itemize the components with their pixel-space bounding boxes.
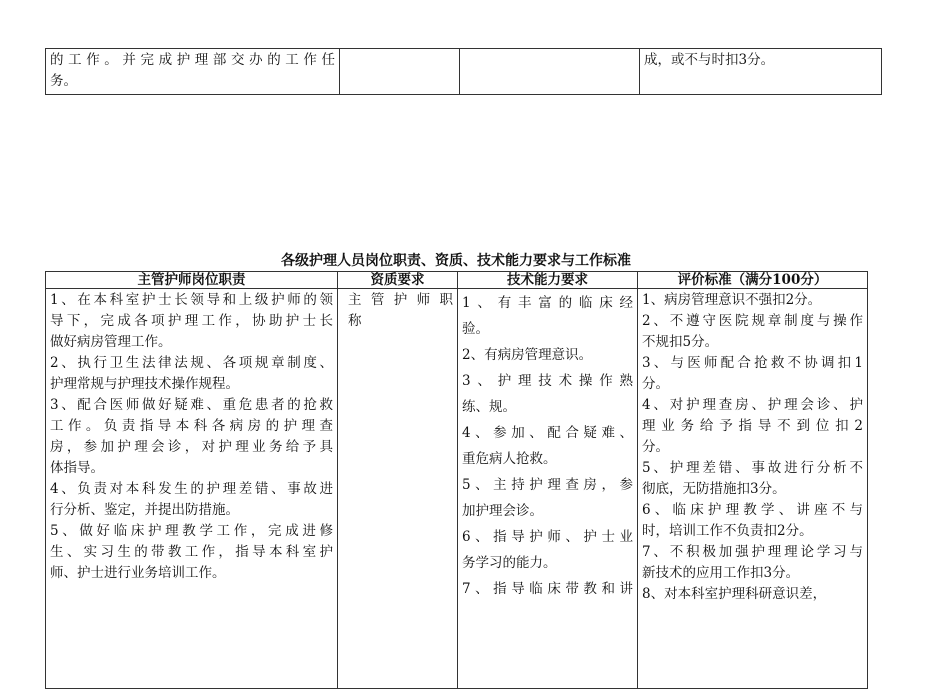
prev-duties-line-2: 务。 [50,73,77,89]
prev-duties-cell [46,49,340,95]
qualification-line: 称 [348,313,362,329]
skills-line: 6、指导护师、护士业 [462,529,633,545]
skills-line: 3、护理技术操作熟 [462,373,633,389]
previous-page-table [45,48,882,95]
header-skills: 技术能力要求 [458,272,638,289]
criteria-line: 8、对本科室护理科研意识差， [642,586,827,602]
standards-table [45,271,868,689]
duties-line: 行分析、鉴定，并提出防措施。 [50,502,239,518]
skills-line: 加护理会诊。 [462,503,543,519]
page-title: 各级护理人员岗位职责、资质、技术能力要求与工作标准 [281,253,631,269]
criteria-line: 不规扣5分。 [642,334,719,350]
duties-line: 做好病房管理工作。 [50,334,172,350]
prev-criteria-line-1: 成，或不与时扣3分。 [644,52,775,68]
skills-line: 2、有病房管理意识。 [462,347,593,363]
duties-line: 1、在本科室护士长领导和上级护师的领 [50,292,333,308]
criteria-line: 3、与医师配合抢救不协调扣1 [642,355,863,371]
skills-line: 练、规。 [462,399,516,415]
duties-line: 2、执行卫生法律法规、各项规章制度、 [50,355,333,371]
duties-line: 房，参加护理会诊，对护理业务给予具 [50,439,333,455]
criteria-line: 2、不遵守医院规章制度与操作 [642,313,863,329]
criteria-line: 6、临床护理教学、讲座不与 [642,502,863,518]
header-duties: 主管护师岗位职责 [46,272,338,289]
qualification-cell [338,289,458,689]
qualification-line: 主管护师职 [348,292,453,308]
criteria-line: 彻底，无防措施扣3分。 [642,481,786,497]
skills-line: 4、参加、配合疑难、 [462,425,633,441]
duties-line: 5、做好临床护理教学工作，完成进修 [50,523,333,539]
criteria-cell [638,289,868,689]
criteria-line: 分。 [642,376,669,392]
duties-line: 护理常规与护理技术操作规程。 [50,376,239,392]
header-qualification: 资质要求 [338,272,458,289]
criteria-line: 4、对护理查房、护理会诊、护 [642,397,863,413]
prev-skills-cell [460,49,640,95]
duties-line: 生、实习生的带教工作，指导本科室护 [50,544,333,560]
prev-duties-line-1: 的工作。并完成护理部交办的工作任 [50,52,335,68]
skills-line: 重危病人抢救。 [462,451,557,467]
criteria-line: 理业务给予指导不到位扣2 [642,418,863,434]
duties-line: 体指导。 [50,460,104,476]
skills-line: 1、有丰富的临床经 [462,295,633,311]
skills-line: 5、主持护理查房，参 [462,477,633,493]
criteria-line: 1、病房管理意识不强扣2分。 [642,292,822,308]
duties-line: 4、负责对本科发生的护理差错、事故进 [50,481,333,497]
duties-line: 3、配合医师做好疑难、重危患者的抢救 [50,397,333,413]
duties-line: 导下，完成各项护理工作，协助护士长 [50,313,333,329]
duties-line: 师、护士进行业务培训工作。 [50,565,226,581]
prev-qualification-cell [340,49,460,95]
criteria-line: 分。 [642,439,669,455]
header-criteria: 评价标准（满分100分） [638,272,868,289]
duties-line: 工作。负责指导本科各病房的护理查 [50,418,333,434]
criteria-line: 新技术的应用工作扣3分。 [642,565,800,581]
skills-line: 务学习的能力。 [462,555,557,571]
criteria-line: 7、不积极加强护理理论学习与 [642,544,863,560]
skills-line: 7、指导临床带教和讲 [462,581,633,597]
prev-criteria-cell [640,49,882,95]
table-row [46,289,868,689]
header-row [46,272,868,289]
criteria-line: 时，培训工作不负责扣2分。 [642,523,813,539]
criteria-line: 5、护理差错、事故进行分析不 [642,460,863,476]
skills-line: 验。 [462,321,489,337]
skills-cell [458,289,638,689]
duties-cell [46,289,338,689]
